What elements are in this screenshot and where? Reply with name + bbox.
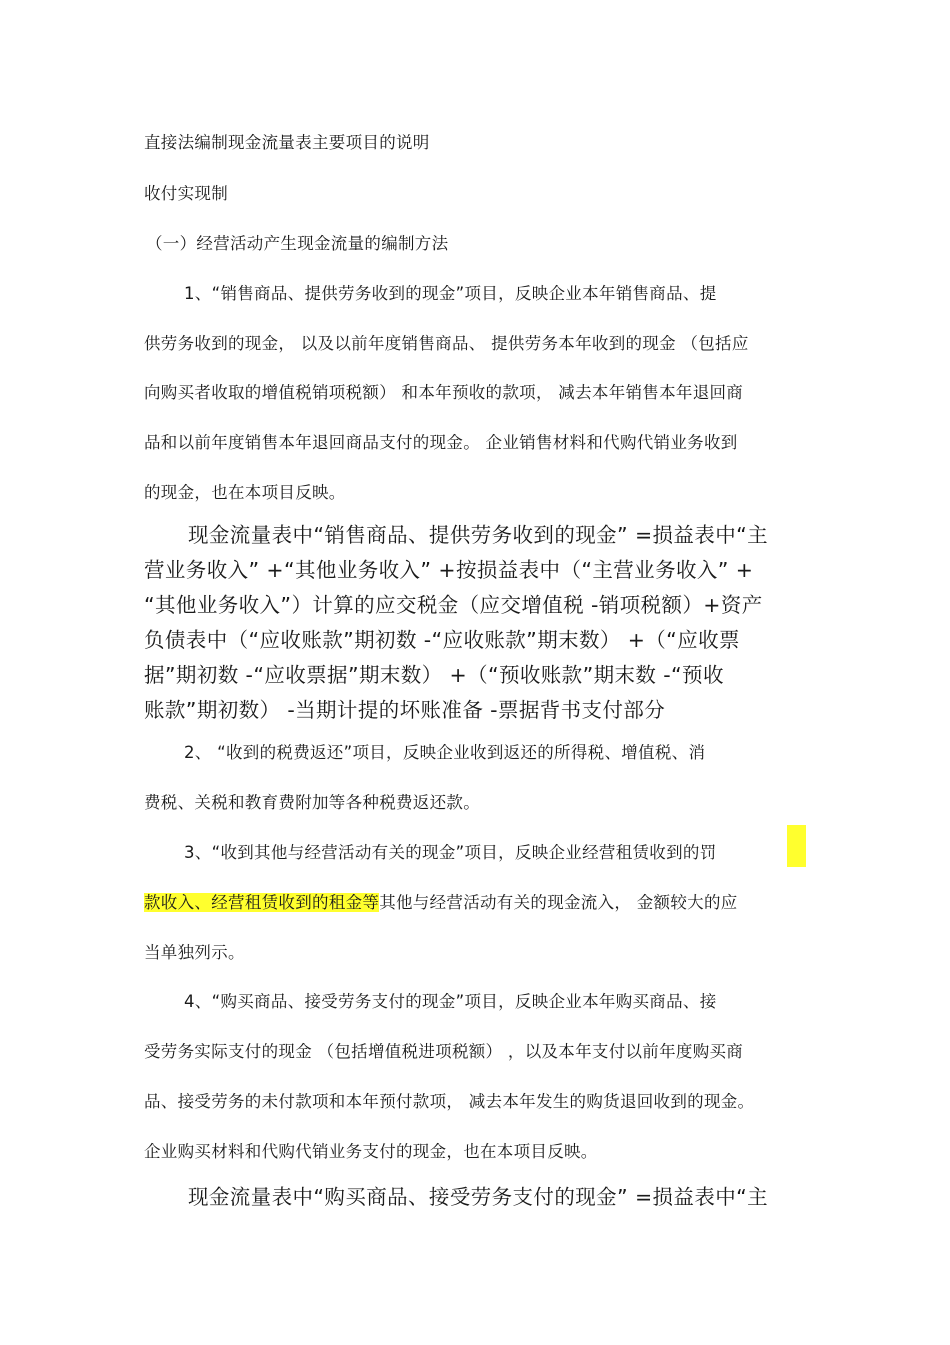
paragraph-text: 其他与经营活动有关的现金流入， 金额较大的应 (379, 893, 738, 912)
paragraph-line: 4、“购买商品、接受劳务支付的现金”项目，反映企业本年购买商品、接 (184, 992, 717, 1011)
paragraph-line: 企业购买材料和代购代销业务支付的现金，也在本项目反映。 (144, 1142, 598, 1161)
formula-line: “其他业务收入”）计算的应交税金（应交增值税 -销项税额）+资产 (144, 593, 763, 617)
formula-line: 现金流量表中“销售商品、提供劳务收到的现金” =损益表中“主 (188, 523, 769, 547)
paragraph-line: 品、接受劳务的未付款项和本年预付款项， 减去本年发生的购货退回收到的现金。 (144, 1092, 755, 1111)
paragraph-line: 2、 “收到的税费返还”项目，反映企业收到返还的所得税、增值税、消 (184, 743, 706, 762)
paragraph-line: 当单独列示。 (144, 943, 245, 962)
paragraph-line: 供劳务收到的现金， 以及以前年度销售商品、 提供劳务本年收到的现金 （包括应 (144, 334, 749, 353)
paragraph-line: 受劳务实际支付的现金 （包括增值税进项税额） ，以及本年支付以前年度购买商 (144, 1042, 744, 1061)
formula-line: 营业务收入” +“其他业务收入” +按损益表中（“主营业务收入” + (144, 558, 754, 582)
formula-line: 账款”期初数） -当期计提的坏账准备 -票据背书支付部分 (144, 698, 666, 722)
paragraph-line: 品和以前年度销售本年退回商品支付的现金。 企业销售材料和代购代销业务收到 (144, 433, 738, 452)
highlight-mark (787, 825, 806, 867)
formula-line: 据”期初数 -“应收票据”期末数） +（“预收账款”期末数 -“预收 (144, 663, 724, 687)
paragraph-line: 3、“收到其他与经营活动有关的现金”项目，反映企业经营租赁收到的罚 (184, 843, 717, 862)
paragraph-line (144, 891, 738, 915)
section-heading: （一）经营活动产生现金流量的编制方法 (146, 234, 449, 253)
paragraph-line: 费税、关税和教育费附加等各种税费返还款。 (144, 793, 480, 812)
doc-title: 直接法编制现金流量表主要项目的说明 (144, 133, 430, 152)
doc-subtitle: 收付实现制 (144, 184, 228, 203)
paragraph-line: 的现金，也在本项目反映。 (144, 483, 346, 502)
formula-line: 负债表中（“应收账款”期初数 -“应收账款”期末数） +（“应收票 (144, 628, 740, 652)
formula-line: 现金流量表中“购买商品、接受劳务支付的现金” =损益表中“主 (188, 1185, 769, 1209)
paragraph-line: 向购买者收取的增值税销项税额） 和本年预收的款项， 减去本年销售本年退回商 (144, 383, 744, 402)
highlighted-text: 款收入、经营租赁收到的租金等 (144, 893, 380, 912)
paragraph-line: 1、“销售商品、提供劳务收到的现金”项目，反映企业本年销售商品、提 (184, 284, 717, 303)
